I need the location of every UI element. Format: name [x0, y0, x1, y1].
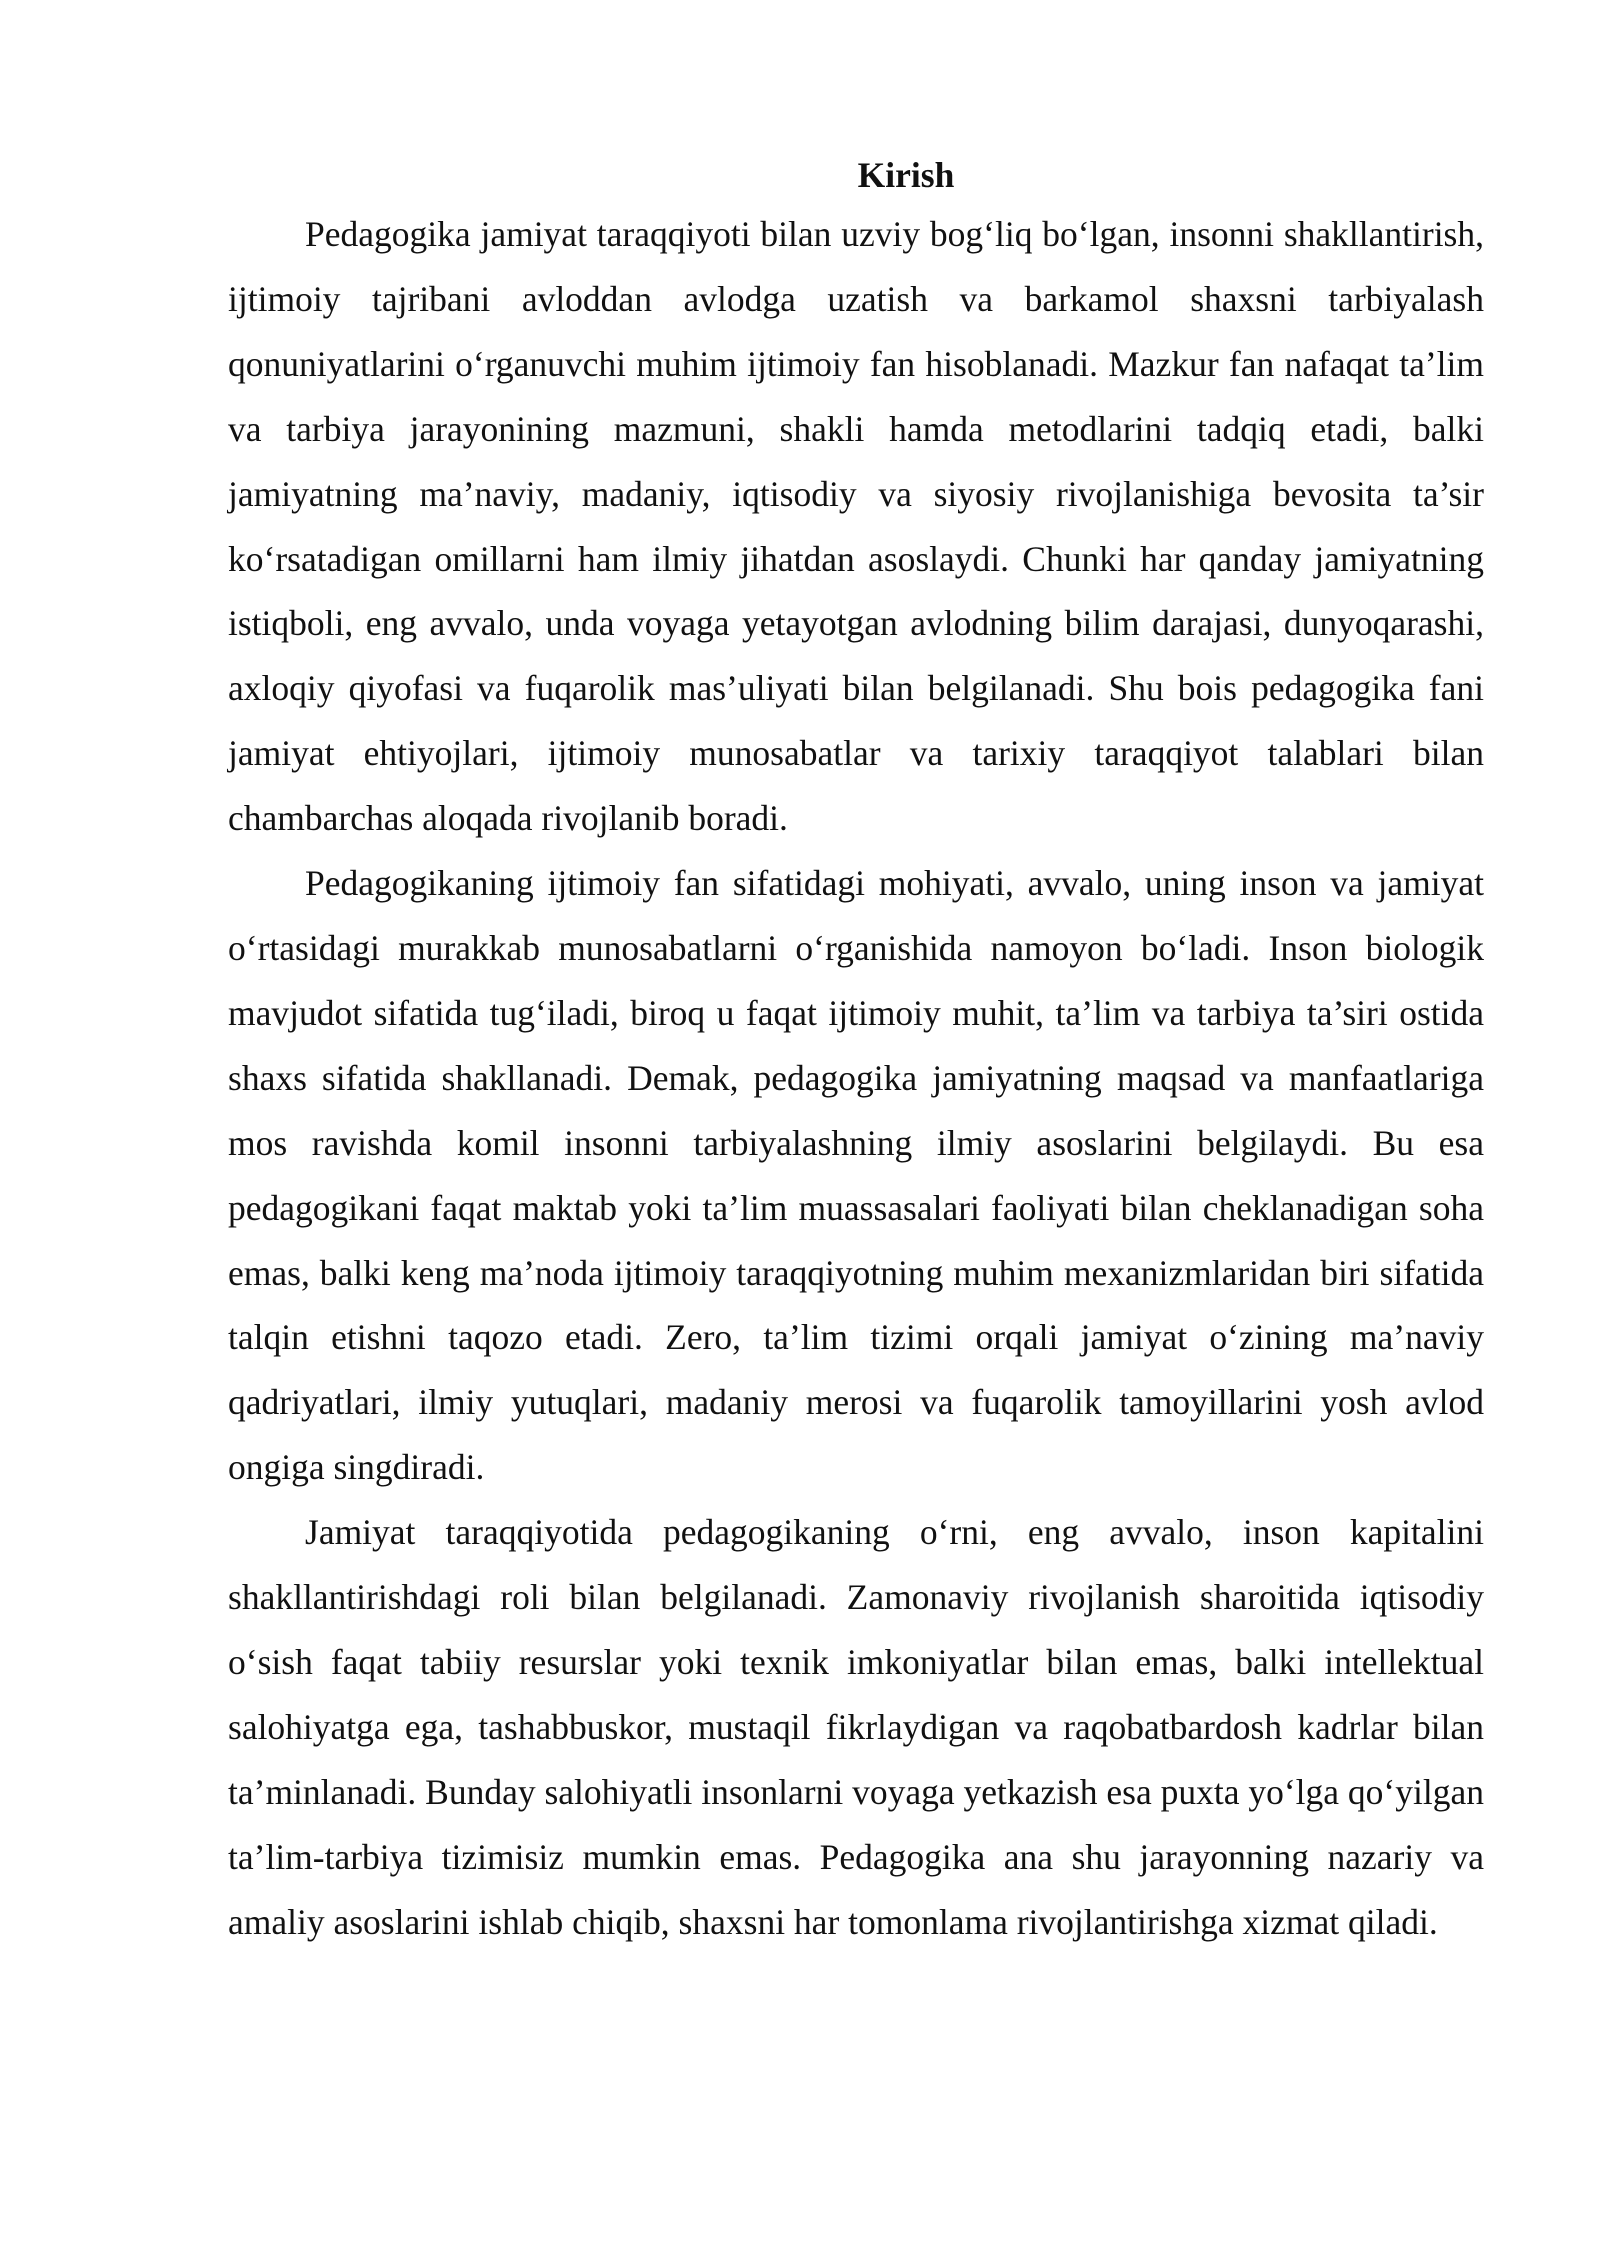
paragraph-3: Jamiyat taraqqiyotida pedagogikaning o‘rni, eng avvalo, inson kapitalini shakllantirishdagi roli bilan belgilanadi. Zamonaviy rivojlanish sharoitida iqtisodiy o‘sish faqat tabiiy resurslar yoki texnik imkoniyatlar bilan emas, balki intellektual salohiyatga ega, tashabbuskor, mustaqil fikrlaydigan va raqobatbardosh kadrlar bilan ta’minlanadi. Bunday salohiyatli insonlarni voyaga yetkazish esa puxta yo‘lga qo‘yilgan ta’lim-tarbiya tizimisiz mumkin emas. Pedagogika ana shu jarayonning nazariy va amaliy asoslarini ishlab chiqib, shaxsni har tomonlama rivojlantirishga xizmat qiladi. [228, 1512, 1484, 1942]
paragraph-1: Pedagogika jamiyat taraqqiyoti bilan uzviy bog‘liq bo‘lgan, insonni shakllantirish, ijtimoiy tajribani avloddan avlodga uzatish va barkamol shaxsni tarbiyalash qonuniyatlarini o‘rganuvchi muhim ijtimoiy fan hisoblanadi. Mazkur fan nafaqat ta’lim va tarbiya jarayonining mazmuni, shakli hamda metodlarini tadqiq etadi, balki jamiyatning ma’naviy, madaniy, iqtisodiy va siyosiy rivojlanishiga bevosita ta’sir ko‘rsatadigan omillarni ham ilmiy jihatdan asoslaydi. Chunki har qanday jamiyatning istiqboli, eng avvalo, unda voyaga yetayotgan avlodning bilim darajasi, dunyoqarashi, axloqiy qiyofasi va fuqarolik mas’uliyati bilan belgilanadi. Shu bois pedagogika fani jamiyat ehtiyojlari, ijtimoiy munosabatlar va tarixiy taraqqiyot talablari bilan chambarchas aloqada rivojlanib boradi. [228, 214, 1484, 839]
page-title: Kirish [857, 155, 955, 195]
document-body [228, 148, 1484, 1954]
paragraph-2: Pedagogikaning ijtimoiy fan sifatidagi mohiyati, avvalo, uning inson va jamiyat o‘rtasidagi murakkab munosabatlarni o‘rganishida namoyon bo‘ladi. Inson biologik mavjudot sifatida tug‘iladi, biroq u faqat ijtimoiy muhit, ta’lim va tarbiya ta’siri ostida shaxs sifatida shakllanadi. Demak, pedagogika jamiyatning maqsad va manfaatlariga mos ravishda komil insonni tarbiyalashning ilmiy asoslarini belgilaydi. Bu esa pedagogikani faqat maktab yoki ta’lim muassasalari faoliyati bilan cheklanadigan soha emas, balki keng ma’noda ijtimoiy taraqqiyotning muhim mexanizmlaridan biri sifatida talqin etishni taqozo etadi. Zero, ta’lim tizimi orqali jamiyat o‘zining ma’naviy qadriyatlari, ilmiy yutuqlari, madaniy merosi va fuqarolik tamoyillarini yosh avlod ongiga singdiradi. [228, 863, 1484, 1488]
